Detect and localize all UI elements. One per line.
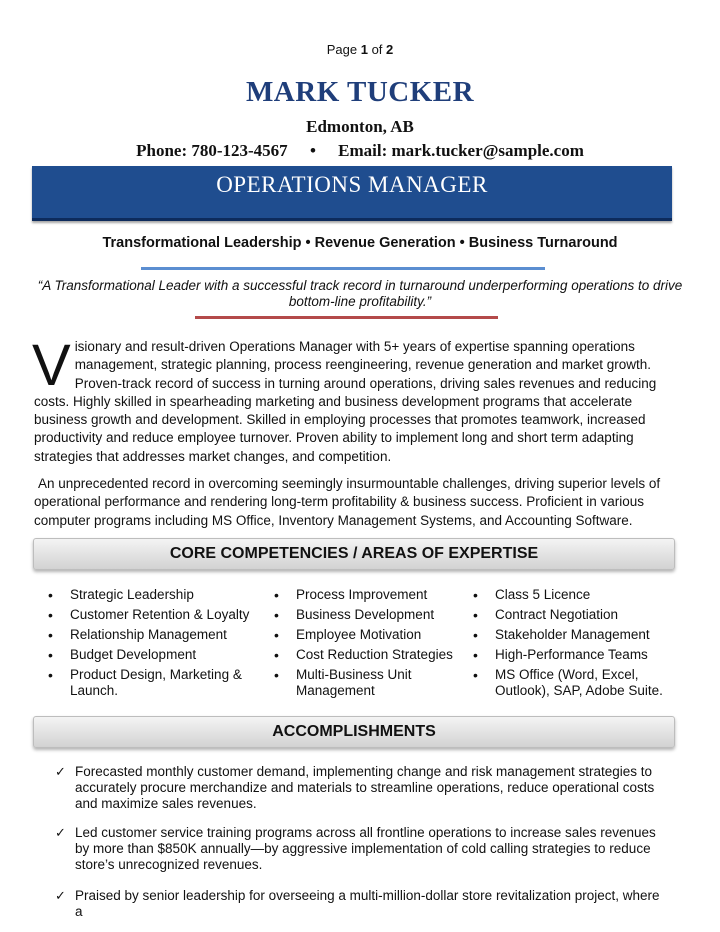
competency-column-2 [296,587,466,703]
competency-item: • Strategic Leadership [70,587,250,603]
accomplishment-item [55,888,665,920]
competency-item: • Stakeholder Management [495,627,680,643]
competency-item: • Contract Negotiation [495,607,680,623]
accomplishment-item [55,764,665,812]
competency-item: • Class 5 Licence [495,587,680,603]
core-competencies-header: CORE COMPETENCIES / AREAS OF EXPERTISE [33,538,675,570]
divider-red [195,316,498,319]
checkmark-icon: ✓ [55,825,66,840]
summary-paragraph-2: An unprecedented record in overcoming seemingly insurmountable challenges, driving superior levels of operational performance and rendering long-term profitability & business success. Proficient in various computer programs including MS Office, Inventory Management Systems, and Accounting Software. [34,476,661,528]
page-prefix: Page [326,42,358,57]
competency-column-1 [70,587,250,703]
competency-item: • Product Design, Marketing & Launch. [70,667,250,699]
title-banner [32,166,672,221]
competency-column-3 [495,587,680,703]
accomplishment-text: Forecasted monthly customer demand, implementing change and risk management strategies to accurately procure merchandize and materials to streamline operations, reduce operational costs and maximize sales revenues. [75,764,655,811]
checkmark-icon: ✓ [55,888,66,903]
candidate-name: MARK TUCKER [245,76,475,108]
accomplishments-header: ACCOMPLISHMENTS [33,716,675,748]
profile-quote: “A Transformational Leader with a successful track record in turnaround underperforming operations to drive bottom-line profitability.” [37,278,683,309]
tagline: Transformational Leadership • Revenue Generation • Business Turnaround [102,235,618,251]
summary-text-1: isionary and result-driven Operations Manager with 5+ years of expertise spanning operations management, strategic planning, process reengineering, revenue generation and market growth. Proven-track record of success in turning around operations, driving sales revenues and reducing costs. Highly skilled in spearheading marketing and business development programs that accelerate business growth and development. Skilled in employing processes that promotes teamwork, increased productivity and reduce employee turnover. Proven ability to implement long and short term adapting strategies that addresses market changes, and competition. [34,339,657,464]
page-indicator [0,42,720,57]
page-current: 1 [360,42,368,57]
competency-item: • Relationship Management [70,627,250,643]
competency-item: • Employee Motivation [296,627,466,643]
drop-cap: V [32,333,71,398]
contact-line [0,141,720,161]
checkmark-icon: ✓ [55,764,66,779]
contact-separator: • [309,141,316,160]
competency-item: • Customer Retention & Loyalty [70,607,250,623]
competency-item: • Multi-Business Unit Management [296,667,466,699]
email-text: Email: mark.tucker@sample.com [338,141,584,160]
competencies-list [0,587,720,707]
divider-blue [141,267,545,270]
page-total: 2 [386,42,394,57]
competency-item: • Budget Development [70,647,250,663]
competency-item: • Process Improvement [296,587,466,603]
page-of: of [371,42,383,57]
competency-item: • Business Development [296,607,466,623]
accomplishment-item [55,825,665,873]
summary-paragraph-1 [32,333,674,466]
phone-text: Phone: 780-123-4567 [136,141,288,160]
accomplishment-text: Led customer service training programs across all frontline operations to increase sales revenues by more than $850K annually—by aggressive implementation of cold calling strategies to reduce store’s unrecognized revenues. [75,825,656,872]
accomplishment-text: Praised by senior leadership for overseeing a multi-million-dollar store revitalization project, where a [75,888,660,919]
candidate-location: Edmonton, AB [306,117,414,136]
competency-item: • MS Office (Word, Excel, Outlook), SAP, Adobe Suite. [495,667,680,699]
job-title: OPERATIONS MANAGER [216,172,488,197]
competency-item: • Cost Reduction Strategies [296,647,466,663]
competency-item: • High-Performance Teams [495,647,680,663]
